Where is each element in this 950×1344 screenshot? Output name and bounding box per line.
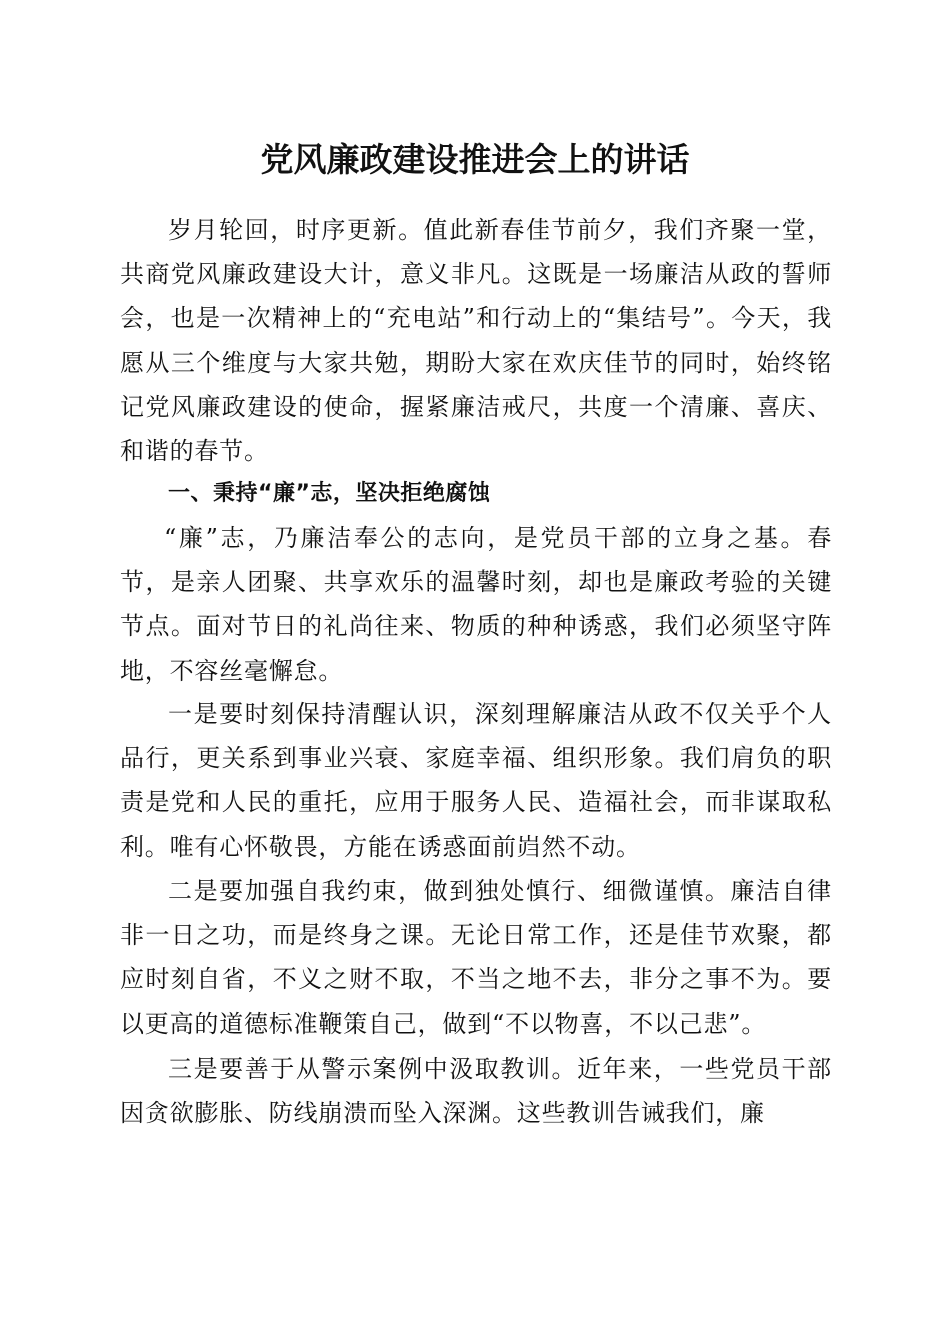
section1-paragraph-3: 二是要加强自我约束，做到独处慎行、细微谨慎。廉洁自律非一日之功，而是终身之课。无论日常工作，还是佳节欢聚，都应时刻自省，不义之财不取，不当之地不去，非分之事不为。要以更高的道德标准鞭策自己，做到“不以物喜，不以己悲”。: [120, 877, 832, 1038]
intro-paragraph: 岁月轮回，时序更新。值此新春佳节前夕，我们齐聚一堂，共商党风廉政建设大计，意义非凡。这既是一场廉洁从政的誓师会，也是一次精神上的“充电站”和行动上的“集结号”。今天，我愿从三个维度与大家共勉，期盼大家在欢庆佳节的同时，始终铭记党风廉政建设的使命，握紧廉洁戒尺，共度一个清廉、喜庆、和谐的春节。: [120, 216, 832, 466]
section1-paragraph-1: “廉”志，乃廉洁奉公的志向，是党员干部的立身之基。春节，是亲人团聚、共享欢乐的温馨时刻，却也是廉政考验的关键节点。面对节日的礼尚往来、物质的种种诱惑，我们必须坚守阵地，不容丝毫懈怠。: [120, 524, 832, 685]
document-title: 党风廉政建设推进会上的讲话: [260, 140, 690, 179]
section1-paragraph-2: 一是要时刻保持清醒认识，深刻理解廉洁从政不仅关乎个人品行，更关系到事业兴衰、家庭幸福、组织形象。我们肩负的职责是党和人民的重托，应用于服务人民、造福社会，而非谋取私利。唯有心怀敬畏，方能在诱惑面前岿然不动。: [120, 700, 832, 861]
section1-paragraph-4: 三是要善于从警示案例中汲取教训。近年来，一些党员干部因贪欲膨胀、防线崩溃而坠入深渊。这些教训告诫我们，廉: [120, 1055, 832, 1128]
section-heading-1: 一、秉持“廉”志，坚决拒绝腐蚀: [168, 481, 491, 506]
